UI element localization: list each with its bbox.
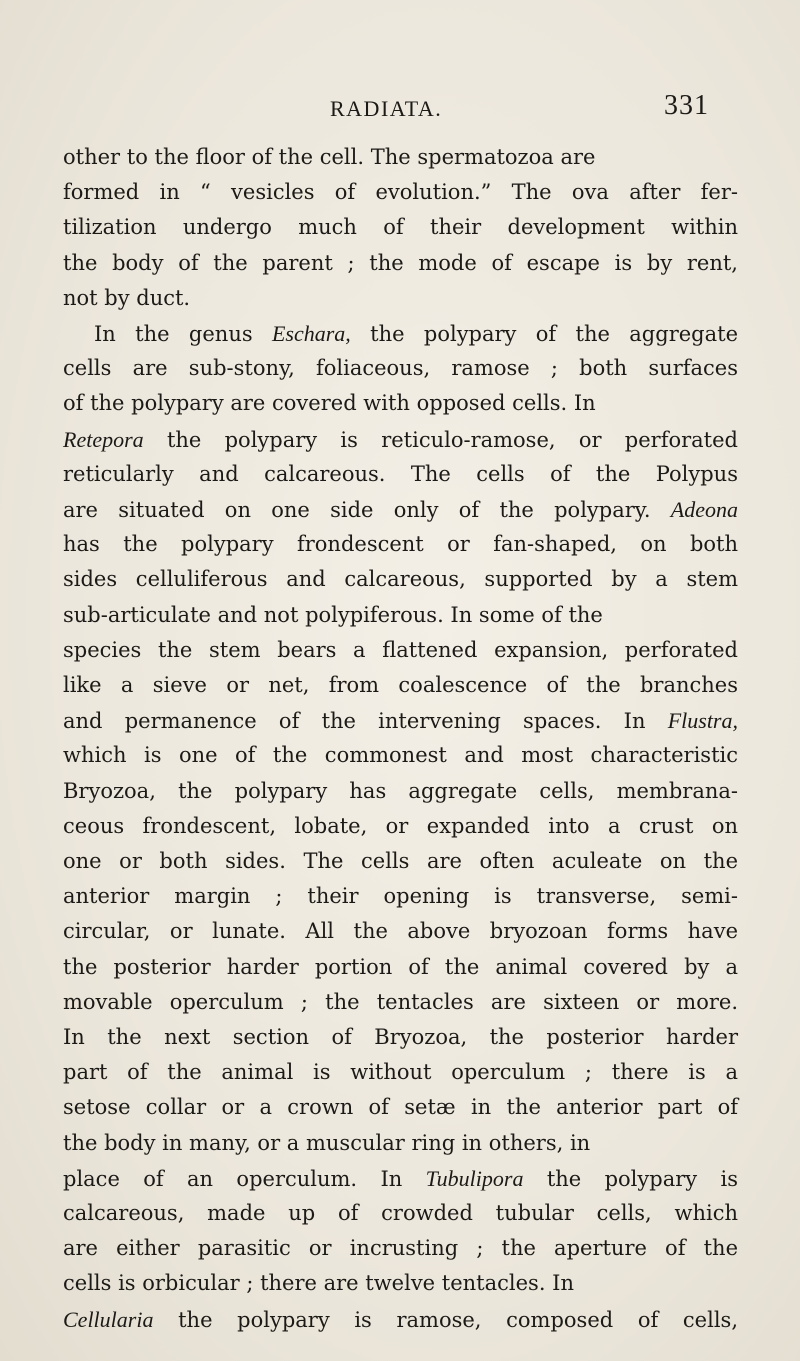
text-line (63, 1234, 738, 1263)
text-run: the polypary is reticulo-ramose, or perforated (143, 427, 738, 452)
text-run: calcareous, made up of crowded tubular cells, which (63, 1201, 738, 1225)
text-line (63, 178, 738, 207)
text-run: In the next section of Bryozoa, the posterior harder (63, 1025, 738, 1049)
text-run: sub-articulate and not polypiferous. In some of the (63, 602, 603, 627)
text-line (63, 389, 596, 418)
text-run: Bryozoa, the polypary has aggregate cells, membrana- (63, 778, 738, 803)
running-head: RADIATA. (330, 96, 443, 121)
text-run: are either parasitic or incrusting ; the aperture of the (63, 1236, 738, 1261)
text-line (63, 425, 738, 455)
text-run: In the genus (94, 322, 272, 346)
text-run: part of the animal is without operculum ; there is a (63, 1060, 738, 1085)
text-run: sides celluliferous and calcareous, supported by a stem (63, 567, 738, 592)
text-run: cells are sub-stony, foliaceous, ramose ; both surfaces (63, 356, 738, 381)
text-line (63, 1058, 738, 1087)
text-line (63, 1269, 574, 1298)
text-run: anterior margin ; their opening is transverse, semi- (63, 884, 738, 909)
italic-term: Adeona (670, 497, 738, 522)
text-run: cells is orbicular ; there are twelve tentacles. In (63, 1271, 574, 1296)
text-run: movable operculum ; the tentacles are sixteen or more. (63, 989, 738, 1014)
text-run: setose collar or a crown of setæ in the anterior part of (63, 1095, 738, 1120)
text-line (63, 249, 738, 278)
text-line (63, 601, 603, 630)
text-line (63, 812, 738, 841)
text-run: the polypary is ramose, composed of cells, (153, 1307, 738, 1332)
text-run: ceous frondescent, lobate, or expanded into a crust on (63, 813, 738, 838)
text-run: the posterior harder portion of the animal covered by a (63, 954, 738, 979)
text-line (63, 143, 595, 172)
text-line (63, 777, 738, 806)
text-run: the polypary is (523, 1166, 738, 1191)
text-run: the polypary of the aggregate (350, 322, 738, 346)
text-run: the body of the parent ; the mode of escape is by rent, (63, 250, 738, 275)
text-run: circular, or lunate. All the above bryozoan forms have (63, 919, 738, 944)
text-line (63, 1129, 590, 1158)
text-line (63, 671, 738, 700)
text-run: one or both sides. The cells are often aculeate on the (63, 849, 738, 873)
text-line (63, 1023, 738, 1052)
text-line (63, 741, 738, 770)
text-run: place of an operculum. In (63, 1166, 426, 1191)
text-run: and permanence of the intervening spaces. In (63, 709, 668, 734)
italic-term: Retepora (63, 426, 144, 452)
text-line (63, 636, 738, 665)
text-line (63, 460, 738, 489)
text-line (63, 495, 738, 525)
italic-term: Eschara, (271, 321, 351, 346)
text-line (63, 1164, 738, 1194)
text-run: tilization undergo much of their development within (63, 215, 738, 240)
text-line (63, 565, 738, 594)
text-line (63, 354, 738, 383)
text-run: the body in many, or a muscular ring in others, in (63, 1130, 591, 1155)
text-line (63, 1199, 738, 1228)
italic-term: Cellularia (63, 1306, 154, 1332)
text-line (94, 319, 738, 349)
page-number: 331 (664, 90, 709, 121)
text-run: which is one of the commonest and most characteristic (63, 743, 738, 768)
text-run: has the polypary frondescent or fan-shaped, on both (63, 532, 738, 557)
italic-term: Tubulipora (425, 1165, 524, 1191)
text-line (63, 1305, 738, 1335)
text-line (63, 706, 738, 736)
text-line (63, 213, 738, 242)
text-line (63, 882, 738, 911)
text-line (63, 917, 738, 946)
text-line (63, 284, 190, 313)
text-line (63, 988, 738, 1017)
text-line (63, 847, 738, 876)
text-run: other to the floor of the cell. The spermatozoa are (63, 145, 596, 169)
text-run: of the polypary are covered with opposed cells. In (63, 391, 596, 416)
text-run: reticularly and calcareous. The cells of the Polypus (63, 461, 738, 486)
text-run: like a sieve or net, from coalescence of the branches (63, 673, 738, 697)
text-run: not by duct. (63, 285, 191, 310)
text-run: are situated on one side only of the polypary. (63, 498, 671, 522)
text-run: species the stem bears a flattened expansion, perforated (63, 637, 738, 662)
text-run: formed in “ vesicles of evolution.” The ova after fer- (63, 180, 738, 205)
text-line (63, 953, 738, 982)
text-line (63, 530, 738, 559)
italic-term: Flustra, (667, 708, 738, 734)
text-line (63, 1093, 738, 1122)
